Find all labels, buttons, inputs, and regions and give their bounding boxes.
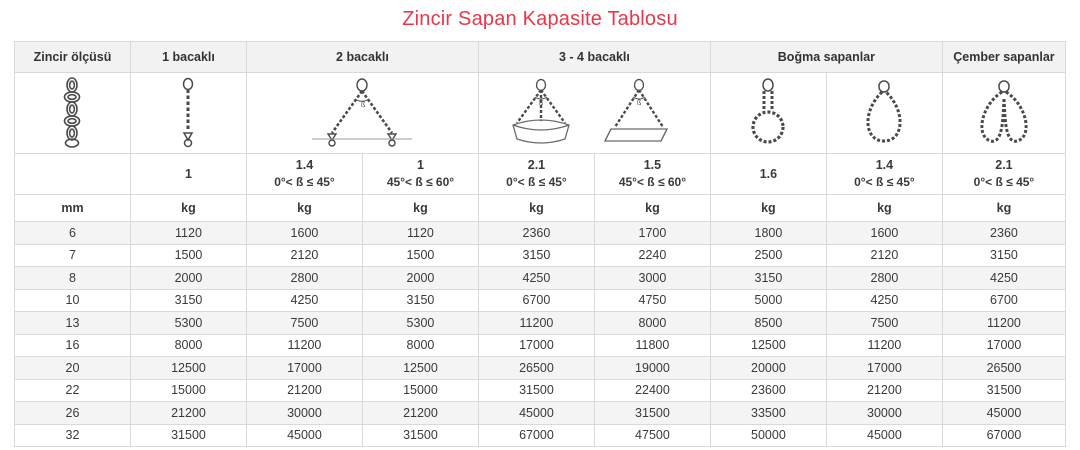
cell-value: 3000 xyxy=(594,267,710,290)
factor-row xyxy=(15,154,1066,195)
cell-value: 31500 xyxy=(478,379,594,402)
cell-value: 1600 xyxy=(826,222,942,245)
factor-angle: 0°< ß ≤ 45° xyxy=(854,175,915,190)
cell-value: 12500 xyxy=(710,334,826,357)
cell-factor-endless xyxy=(942,154,1065,195)
cell-value: 31500 xyxy=(594,402,710,425)
cell-factor-1-leg xyxy=(130,154,246,195)
factor-value: 1.4 xyxy=(295,158,314,173)
cell-value: 45000 xyxy=(478,402,594,425)
unit-cell: kg xyxy=(362,195,478,222)
svg-text:ß: ß xyxy=(361,102,366,109)
factor-value: 2.1 xyxy=(995,158,1013,173)
cell-size: 8 xyxy=(15,267,131,290)
cell-size: 6 xyxy=(15,222,131,245)
cell-value: 1600 xyxy=(246,222,362,245)
cell-chain-links-picto xyxy=(15,73,131,154)
cell-value: 33500 xyxy=(710,402,826,425)
cell-value: 30000 xyxy=(826,402,942,425)
cell-value: 23600 xyxy=(710,379,826,402)
table-row xyxy=(15,222,1066,245)
cell-value: 26500 xyxy=(478,357,594,380)
unit-cell: kg xyxy=(478,195,594,222)
cell-factor-2-leg-a xyxy=(246,154,362,195)
cell-value: 26500 xyxy=(942,357,1065,380)
cell-factor-choker-loop xyxy=(826,154,942,195)
cell-factor-3-4-leg-a xyxy=(478,154,594,195)
factor-value: 2.1 xyxy=(527,158,546,173)
chain-sling-capacity-table xyxy=(14,41,1066,447)
factor-value: 1.6 xyxy=(759,166,778,181)
header-choker-slings: Boğma sapanlar xyxy=(710,42,942,73)
table-row xyxy=(15,424,1066,447)
two-leg-sling-icon xyxy=(247,77,478,149)
cell-value: 4250 xyxy=(826,289,942,312)
cell-three-four-leg-picto xyxy=(478,73,710,154)
header-one-leg: 1 bacaklı xyxy=(130,42,246,73)
cell-factor-3-4-leg-b xyxy=(594,154,710,195)
cell-value: 12500 xyxy=(130,357,246,380)
cell-value: 2120 xyxy=(246,244,362,267)
cell-value: 21200 xyxy=(826,379,942,402)
cell-size: 22 xyxy=(15,379,131,402)
cell-value: 17000 xyxy=(826,357,942,380)
cell-value: 17000 xyxy=(942,334,1065,357)
page-title: Zincir Sapan Kapasite Tablosu xyxy=(402,8,678,30)
factor-value: 1.4 xyxy=(875,158,894,173)
cell-value: 30000 xyxy=(246,402,362,425)
cell-value: 3150 xyxy=(130,289,246,312)
header-endless-slings: Çember sapanlar xyxy=(942,42,1065,73)
table-row xyxy=(15,267,1066,290)
cell-endless-sling-picto xyxy=(942,73,1065,154)
cell-choker-ring-picto xyxy=(710,73,826,154)
cell-value: 15000 xyxy=(362,379,478,402)
cell-value: 67000 xyxy=(942,424,1065,447)
cell-value: 7500 xyxy=(826,312,942,335)
cell-size: 13 xyxy=(15,312,131,335)
cell-value: 3150 xyxy=(478,244,594,267)
cell-value: 21200 xyxy=(130,402,246,425)
cell-two-leg-picto xyxy=(246,73,478,154)
pictogram-row xyxy=(15,73,1066,154)
choker-sling-loop-icon xyxy=(827,77,942,149)
cell-value: 19000 xyxy=(594,357,710,380)
cell-value: 1120 xyxy=(362,222,478,245)
factor-value: 1.5 xyxy=(643,158,662,173)
svg-text:ß: ß xyxy=(539,100,544,107)
units-row xyxy=(15,195,1066,222)
cell-value: 3150 xyxy=(362,289,478,312)
cell-value: 17000 xyxy=(478,334,594,357)
table-row xyxy=(15,312,1066,335)
table-row xyxy=(15,357,1066,380)
three-four-leg-sling-icon xyxy=(479,77,710,149)
factor-angle: 45°< ß ≤ 60° xyxy=(386,175,455,190)
cell-value: 31500 xyxy=(942,379,1065,402)
factor-angle: 45°< ß ≤ 60° xyxy=(618,175,687,190)
cell-value: 47500 xyxy=(594,424,710,447)
cell-value: 1700 xyxy=(594,222,710,245)
cell-value: 5300 xyxy=(362,312,478,335)
cell-value: 1500 xyxy=(130,244,246,267)
chain-links-icon xyxy=(15,77,130,149)
cell-value: 2240 xyxy=(594,244,710,267)
unit-cell: kg xyxy=(710,195,826,222)
cell-value: 4250 xyxy=(942,267,1065,290)
cell-value: 12500 xyxy=(362,357,478,380)
cell-value: 3150 xyxy=(942,244,1065,267)
cell-choker-loop-picto xyxy=(826,73,942,154)
cell-size: 26 xyxy=(15,402,131,425)
unit-cell: kg xyxy=(130,195,246,222)
cell-single-leg-picto xyxy=(130,73,246,154)
cell-factor-empty xyxy=(15,154,131,195)
cell-value: 1500 xyxy=(362,244,478,267)
unit-cell: kg xyxy=(246,195,362,222)
cell-value: 6700 xyxy=(478,289,594,312)
unit-cell: kg xyxy=(594,195,710,222)
cell-value: 7500 xyxy=(246,312,362,335)
cell-value: 8000 xyxy=(362,334,478,357)
table-row xyxy=(15,402,1066,425)
cell-value: 1800 xyxy=(710,222,826,245)
cell-value: 15000 xyxy=(130,379,246,402)
factor-angle: 0°< ß ≤ 45° xyxy=(274,175,335,190)
cell-size: 32 xyxy=(15,424,131,447)
cell-size: 7 xyxy=(15,244,131,267)
cell-value: 31500 xyxy=(130,424,246,447)
cell-value: 21200 xyxy=(246,379,362,402)
factor-angle: 0°< ß ≤ 45° xyxy=(973,175,1035,190)
cell-value: 1120 xyxy=(130,222,246,245)
cell-value: 5300 xyxy=(130,312,246,335)
header-two-leg: 2 bacaklı xyxy=(246,42,478,73)
cell-value: 50000 xyxy=(710,424,826,447)
cell-value: 8500 xyxy=(710,312,826,335)
cell-value: 8000 xyxy=(594,312,710,335)
table-row xyxy=(15,379,1066,402)
cell-value: 2000 xyxy=(362,267,478,290)
cell-value: 20000 xyxy=(710,357,826,380)
cell-value: 11200 xyxy=(478,312,594,335)
cell-value: 11200 xyxy=(246,334,362,357)
table-row xyxy=(15,289,1066,312)
table-body xyxy=(15,73,1066,222)
header-three-four-leg: 3 - 4 bacaklı xyxy=(478,42,710,73)
cell-value: 11200 xyxy=(826,334,942,357)
cell-value: 6700 xyxy=(942,289,1065,312)
table-row xyxy=(15,334,1066,357)
cell-value: 45000 xyxy=(826,424,942,447)
factor-angle: 0°< ß ≤ 45° xyxy=(506,175,567,190)
header-chain-size: Zincir ölçüsü xyxy=(15,42,131,73)
cell-value: 4250 xyxy=(478,267,594,290)
cell-value: 17000 xyxy=(246,357,362,380)
svg-text:ß: ß xyxy=(637,100,642,107)
cell-size: 16 xyxy=(15,334,131,357)
cell-value: 2500 xyxy=(710,244,826,267)
cell-size: 20 xyxy=(15,357,131,380)
cell-value: 21200 xyxy=(362,402,478,425)
cell-value: 67000 xyxy=(478,424,594,447)
cell-value: 11800 xyxy=(594,334,710,357)
cell-value: 3150 xyxy=(710,267,826,290)
cell-value: 22400 xyxy=(594,379,710,402)
cell-value: 4250 xyxy=(246,289,362,312)
table-row xyxy=(15,244,1066,267)
cell-size: 10 xyxy=(15,289,131,312)
cell-value: 8000 xyxy=(130,334,246,357)
factor-value: 1 xyxy=(185,166,192,181)
cell-value: 2800 xyxy=(246,267,362,290)
cell-value: 5000 xyxy=(710,289,826,312)
choker-sling-ring-icon xyxy=(711,77,826,149)
cell-factor-choker-ring xyxy=(710,154,826,195)
cell-value: 11200 xyxy=(942,312,1065,335)
cell-value: 45000 xyxy=(942,402,1065,425)
cell-value: 4750 xyxy=(594,289,710,312)
single-leg-sling-icon xyxy=(131,77,246,149)
cell-value: 45000 xyxy=(246,424,362,447)
endless-sling-icon xyxy=(943,77,1065,149)
unit-cell: kg xyxy=(942,195,1065,222)
unit-cell: kg xyxy=(826,195,942,222)
table-values-body xyxy=(15,222,1066,447)
factor-value: 1 xyxy=(416,158,424,173)
cell-value: 2120 xyxy=(826,244,942,267)
unit-cell: mm xyxy=(15,195,131,222)
table-header xyxy=(15,42,1066,73)
cell-factor-2-leg-b xyxy=(362,154,478,195)
cell-value: 2000 xyxy=(130,267,246,290)
cell-value: 2800 xyxy=(826,267,942,290)
header-row xyxy=(15,42,1066,73)
cell-value: 2360 xyxy=(942,222,1065,245)
cell-value: 31500 xyxy=(362,424,478,447)
cell-value: 2360 xyxy=(478,222,594,245)
